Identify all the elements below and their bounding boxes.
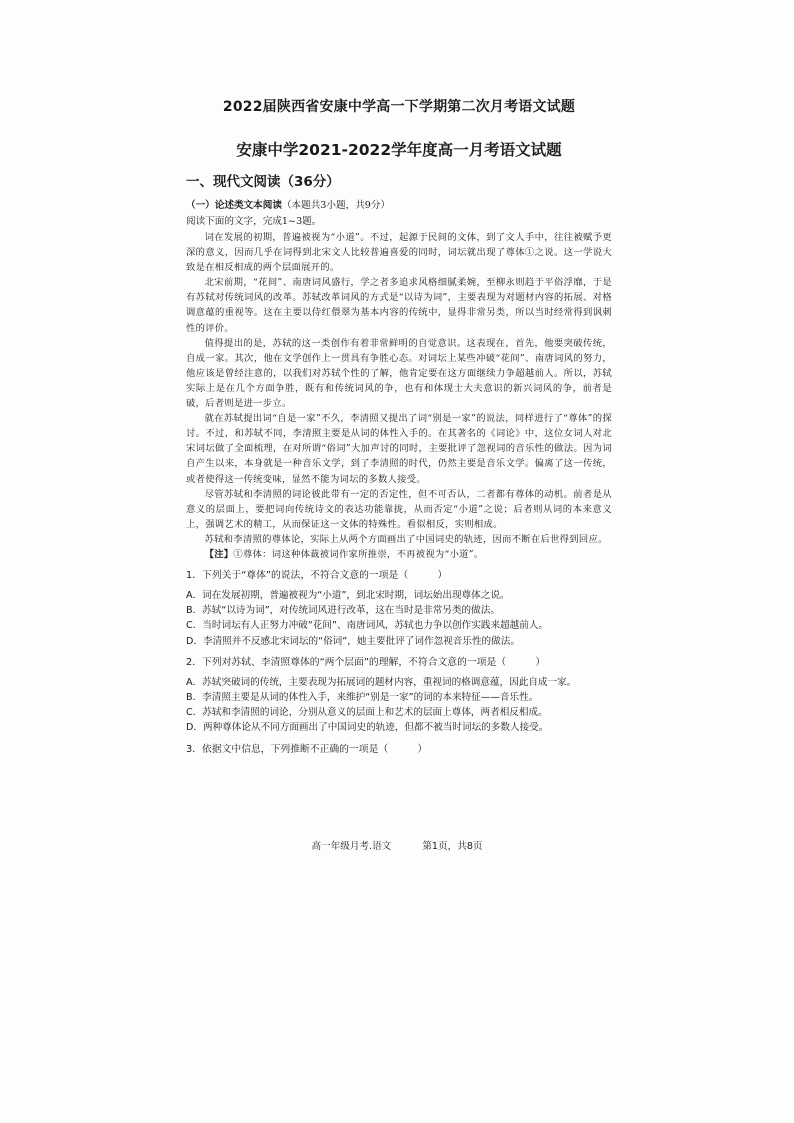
passage-paragraph-1: 词在发展的初期，普遍被视为“小道”。不过，起源于民间的文体，到了文人手中，往往被赋予更深的意义，因而几乎在词得到北宋文人比较普遍喜爱的同时，词坛就出现了尊体①之说。这一学说大致是在相反相成的两个层面展开的。 — [186, 232, 612, 274]
page-content — [186, 96, 612, 762]
question-option-c: C．苏轼和李清照的词论，分别从意义的层面上和艺术的层面上尊体，两者相反相成。 — [186, 707, 548, 719]
question-stem: 1．下列关于“尊体”的说法，不符合文意的一项是（ ） — [186, 570, 448, 582]
exam-title: 安康中学2021-2022学年度高一月考语文试题 — [236, 141, 562, 159]
question-option-d: D．两种尊体论从不同方面画出了中国词史的轨迹，但都不被当时词坛的多数人接受。 — [186, 722, 549, 734]
note-text: ①尊体：词这种体裁被词作家所推崇，不再被视为“小道”。 — [233, 548, 484, 560]
page-footer — [0, 838, 794, 852]
passage-paragraph-6: 苏轼和李清照的尊体论，实际上从两个方面画出了中国词史的轨迹，因而不断在后世得到回应。 — [204, 533, 608, 545]
question-option-b: B．苏轼“以诗为词”，对传统词风进行改革，这在当时是非常另类的做法。 — [186, 605, 500, 617]
question-option-a: A．苏轼突破词的传统，主要表现为拓展词的题材内容，重视词的格调意蕴，因此自成一家。 — [186, 676, 577, 688]
passage-paragraph-4: 就在苏轼提出词“自是一家”不久，李清照又提出了词“别是一家”的说法，同样进行了“尊体”的探讨。不过，和苏轼不同，李清照主要是从词的体性入手的。在其著名的《词论》中，这位女词人对北宋词坛做了全面梳理，在对所谓“俗词”大加声讨的同时，主要批评了忽视词的音乐性的做法。因为词自产生以来，本身就是一种音乐文学，到了李清照的时代，仍然主要是音乐文学。偏离了这一传统，或者使得这一传统变味，显然不能为词坛的多数人接受。 — [186, 413, 612, 485]
question-option-d: D．李清照并不反感北宋词坛的“俗词”，她主要批评了词作忽视音乐性的做法。 — [186, 635, 520, 647]
passage-paragraph-3: 值得提出的是，苏轼的这一类创作有着非常鲜明的自觉意识。这表现在，首先，他要突破传统，自成一家。其次，他在文学创作上一贯具有争胜心态。对词坛上某些冲破“花间”、南唐词风的努力，他应该是曾经注意的，以我们对苏轼个性的了解，他肯定要在这方面继续力争超越前人。所以，苏轼实际上是在几个方面争胜，既有和传统词风的争，也有和体现士大夫意识的新兴词风的争，前者是破，后者则是进一步立。 — [186, 337, 612, 410]
question-stem: 2．下列对苏轼、李清照尊体的“两个层面”的理解，不符合文意的一项是（ ） — [186, 656, 546, 668]
subsection-label: （一）论述类文本阅读 — [186, 200, 282, 211]
subsection-heading — [186, 198, 612, 213]
question-stem: 3．依据文中信息，下列推断不正确的一项是（ ） — [186, 743, 428, 755]
note-label: 【注】 — [204, 548, 234, 560]
document-title: 2022届陕西省安康中学高一下学期第二次月考语文试题 — [222, 99, 576, 115]
question-option-c: C．当时词坛有人正努力冲破“花间”、南唐词风，苏轼也力争以创作实践来超越前人。 — [186, 620, 549, 632]
question-option-b: B．李清照主要是从词的体性入手，来维护“别是一家”的词的本来特征——音乐性。 — [186, 692, 539, 704]
annotation-note — [186, 547, 612, 562]
subsection-note: （本题共3小题，共9分） — [281, 200, 391, 211]
question-3 — [186, 742, 612, 757]
passage-paragraph-5: 尽管苏轼和李清照的词论彼此带有一定的否定性，但不可否认，二者都有尊体的动机。前者是从意义的层面上，要把词向传统诗文的表达功能靠拢，从而否定“小道”之说；后者则从词的本来意义上，强调艺术的精工，从而保证这一文体的特殊性。看似相反，实则相成。 — [186, 488, 612, 530]
footer-subject: 高一年级月考.语文 — [311, 841, 392, 852]
question-1 — [186, 568, 612, 649]
question-2 — [186, 655, 612, 736]
passage-paragraph-2: 北宋前期，“花间”、南唐词风盛行，学之者多追求风格细腻柔婉，至柳永则趋于平俗浮靡，于是有苏轼对传统词风的改革。苏轼改革词风的方式是“以诗为词”，主要表现为对题材内容的拓展、对格调意蕴的重视等。这在主要以侍红偎翠为基本内容的传统中，显得非常另类，所以当时经常得到讽刺性的评价。 — [186, 277, 612, 334]
question-option-a: A．词在发展初期，普遍被视为“小道”，到北宋时期，词坛始出现尊体之说。 — [186, 590, 510, 602]
section-heading: 一、现代文阅读（36分） — [186, 174, 340, 190]
footer-page-number: 第1页，共8页 — [422, 841, 483, 852]
reading-instruction: 阅读下面的文字，完成1~3题。 — [186, 216, 322, 227]
